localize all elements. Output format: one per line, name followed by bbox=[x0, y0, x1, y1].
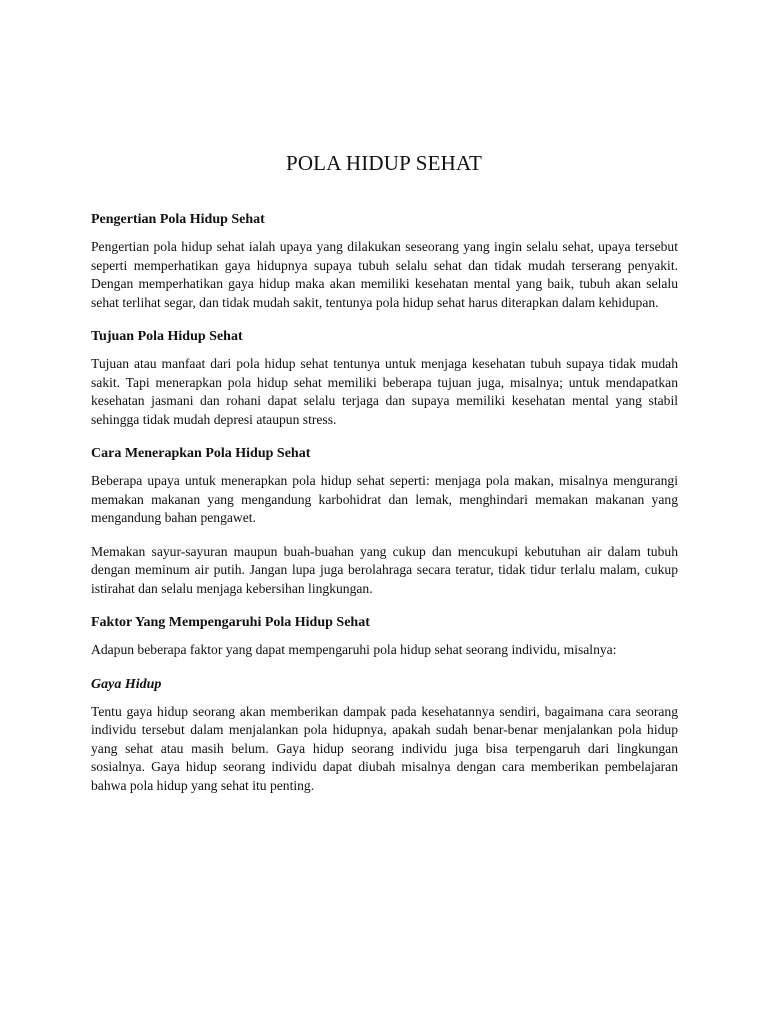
section-paragraph: Adapun beberapa faktor yang dapat mempengaruhi pola hidup sehat seorang individu, misalnya: bbox=[91, 642, 617, 657]
section-heading: Cara Menerapkan Pola Hidup Sehat bbox=[91, 446, 311, 461]
section-paragraph: Tujuan atau manfaat dari pola hidup sehat tentunya untuk menjaga kesehatan tubuh supaya tidak mudah sakit. Tapi menerapkan pola hidup sehat memiliki beberapa tujuan juga, misalnya; untuk mendapatkan kesehatan jasmani dan rohani dapat selalu terjaga dan supaya memiliki kesehatan mental yang stabil sehingga tidak mudah depresi ataupun stress. bbox=[91, 356, 678, 427]
section-paragraph: Beberapa upaya untuk menerapkan pola hidup sehat seperti: menjaga pola makan, misalnya mengurangi memakan makanan yang mengandung karbohidrat dan lemak, menghindari memakan makanan yang mengandung bahan pengawet. bbox=[91, 473, 678, 525]
section-tujuan bbox=[91, 328, 678, 429]
document-body bbox=[91, 211, 678, 810]
section-heading: Faktor Yang Mempengaruhi Pola Hidup Sehat bbox=[91, 615, 370, 630]
section-heading: Pengertian Pola Hidup Sehat bbox=[91, 212, 265, 227]
document-title: POLA HIDUP SEHAT bbox=[285, 151, 483, 175]
section-cara-menerapkan bbox=[91, 445, 678, 598]
section-paragraph: Pengertian pola hidup sehat ialah upaya yang dilakukan seseorang yang ingin selalu sehat, upaya tersebut seperti memperhatikan gaya hidupnya supaya tubuh selalu sehat dan tidak mudah terserang penyakit. Dengan memperhatikan gaya hidup maka akan memiliki kesehatan mental yang baik, tubuh akan selalu sehat terlihat segar, dan tidak mudah sakit, tentunya pola hidup sehat harus diterapkan dalam kehidupan. bbox=[91, 239, 678, 310]
subsection-paragraph: Tentu gaya hidup seorang akan memberikan dampak pada kesehatannya sendiri, bagaimana cara seorang individu tersebut dalam menjalankan pola hidupnya, apakah sudah benar-benar menjalankan pola hidup yang sehat atau masih belum. Gaya hidup seorang individu juga bisa terpengaruh dari lingkungan sosialnya. Gaya hidup seorang individu dapat diubah misalnya dengan cara memberikan pembelajaran bahwa pola hidup yang sehat itu penting. bbox=[91, 703, 678, 793]
section-pengertian bbox=[91, 211, 678, 312]
subsection-heading: Gaya Hidup bbox=[91, 676, 162, 692]
subsection-gaya-hidup bbox=[91, 676, 678, 796]
section-heading: Tujuan Pola Hidup Sehat bbox=[91, 329, 243, 344]
section-faktor bbox=[91, 614, 678, 660]
section-paragraph: Memakan sayur-sayuran maupun buah-buahan yang cukup dan mencukupi kebutuhan air dalam tubuh dengan meminum air putih. Jangan lupa juga berolahraga secara teratur, tidak tidur terlalu malam, cukup istirahat dan selalu menjaga kebersihan lingkungan. bbox=[91, 543, 678, 596]
